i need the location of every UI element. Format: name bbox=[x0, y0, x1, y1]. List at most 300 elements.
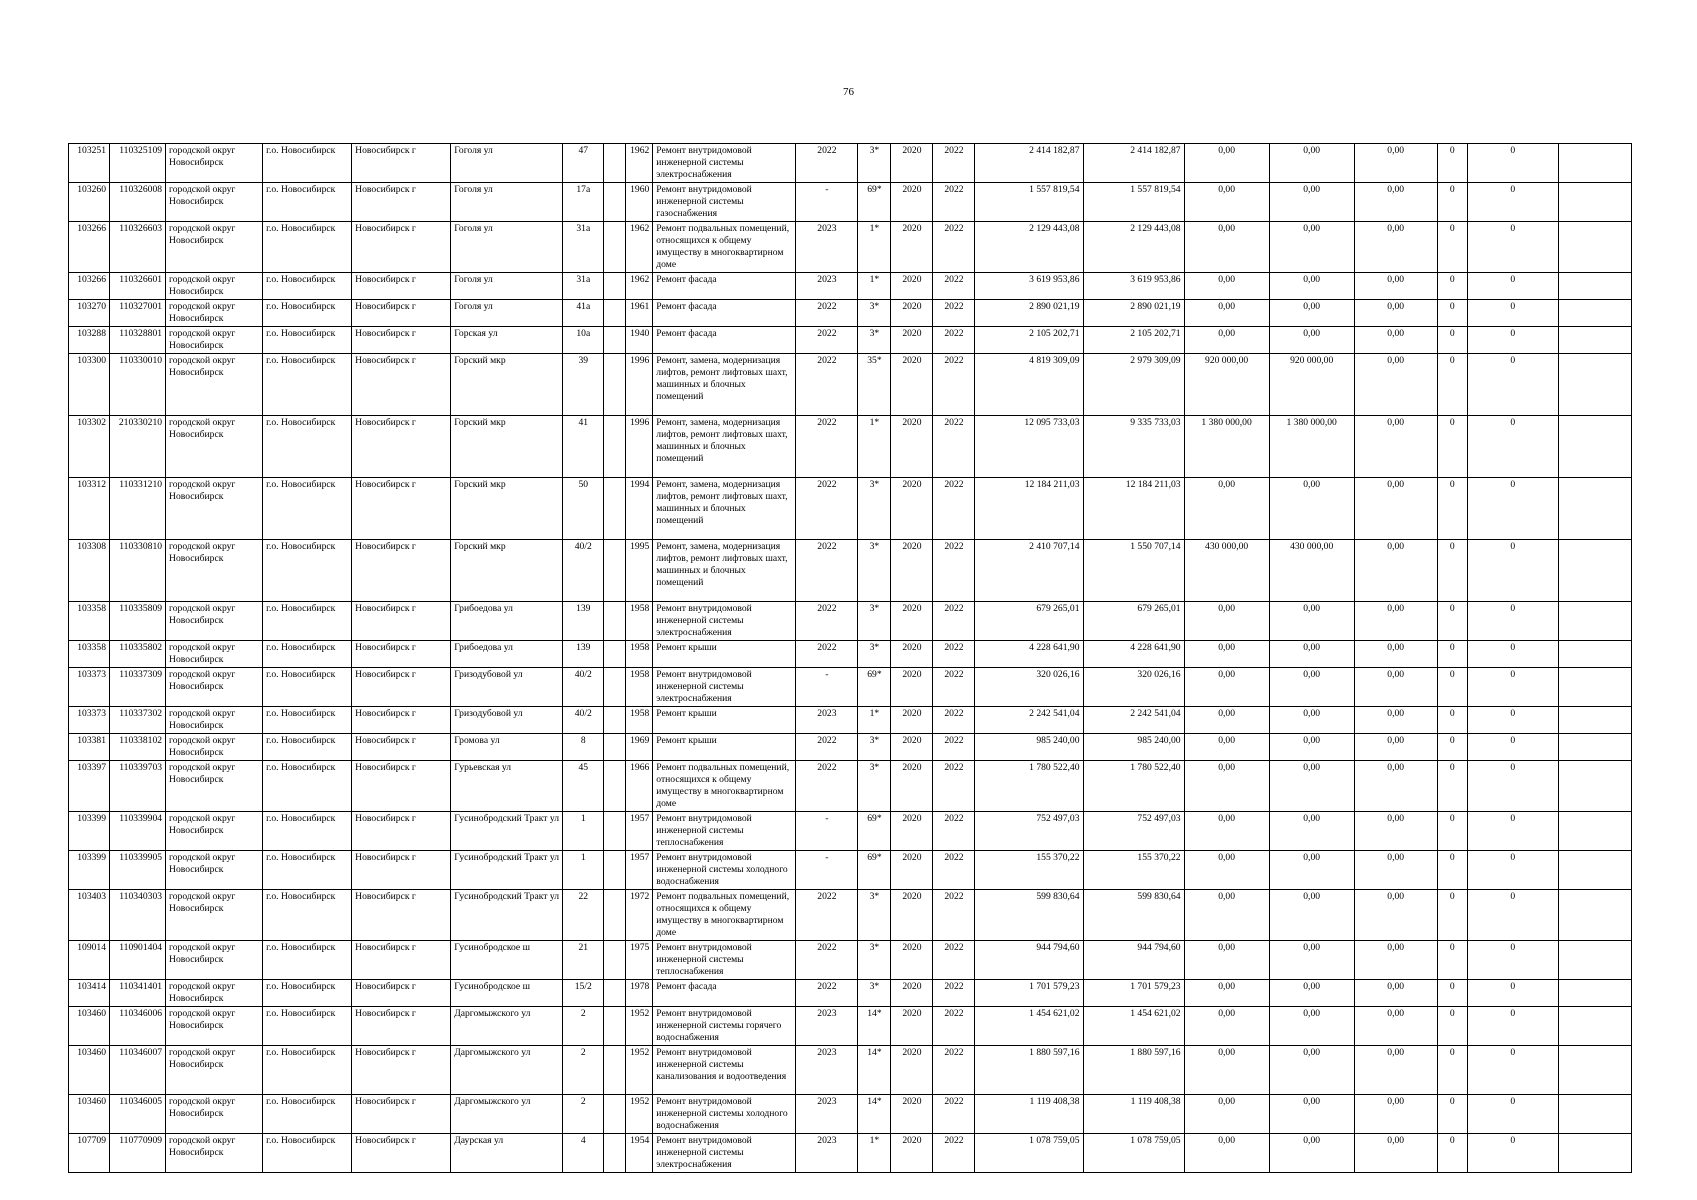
cell-plan-year: 2022 bbox=[796, 641, 858, 668]
cell-start-year: 2020 bbox=[891, 327, 933, 354]
cell-id: 103260 bbox=[69, 183, 110, 222]
cell-work-type: Ремонт фасада bbox=[653, 980, 796, 1007]
cell-budget-1: 0,00 bbox=[1184, 941, 1269, 980]
cell-plan-year: 2022 bbox=[796, 941, 858, 980]
cell-flag: 0 bbox=[1437, 540, 1467, 602]
cell-building bbox=[604, 761, 626, 812]
cell-city: Новосибирск г bbox=[352, 1134, 451, 1173]
cell-id: 103266 bbox=[69, 222, 110, 273]
cell-note bbox=[1558, 354, 1631, 416]
table-row bbox=[69, 273, 1632, 300]
cell-work-type: Ремонт фасада bbox=[653, 300, 796, 327]
cell-house: 4 bbox=[563, 1134, 604, 1173]
cell-flag: 0 bbox=[1437, 707, 1467, 734]
cell-fund-cost: 9 335 733,03 bbox=[1083, 416, 1184, 478]
cell-end-year: 2022 bbox=[933, 478, 975, 540]
cell-street: Громова ул bbox=[451, 734, 563, 761]
cell-fund-cost: 1 880 597,16 bbox=[1083, 1046, 1184, 1095]
cell-note bbox=[1558, 734, 1631, 761]
cell-count: 0 bbox=[1467, 1134, 1558, 1173]
cell-start-year: 2020 bbox=[891, 416, 933, 478]
cell-work-type: Ремонт крыши bbox=[653, 707, 796, 734]
cell-budget-3: 0,00 bbox=[1354, 416, 1437, 478]
cell-code: 110770909 bbox=[110, 1134, 166, 1173]
cell-city: Новосибирск г bbox=[352, 273, 451, 300]
cell-budget-2: 0,00 bbox=[1269, 300, 1354, 327]
cell-budget-2: 0,00 bbox=[1269, 327, 1354, 354]
table-row bbox=[69, 761, 1632, 812]
cell-id: 103399 bbox=[69, 812, 110, 851]
cell-flag: 0 bbox=[1437, 761, 1467, 812]
cell-total-cost: 320 026,16 bbox=[975, 668, 1083, 707]
cell-start-year: 2020 bbox=[891, 941, 933, 980]
cell-end-year: 2022 bbox=[933, 980, 975, 1007]
cell-municipal-district: г.о. Новосибирск bbox=[263, 641, 352, 668]
cell-city: Новосибирск г bbox=[352, 602, 451, 641]
cell-budget-2: 0,00 bbox=[1269, 890, 1354, 941]
cell-plan-year: 2022 bbox=[796, 602, 858, 641]
cell-reason: 1* bbox=[858, 707, 891, 734]
cell-end-year: 2022 bbox=[933, 1134, 975, 1173]
cell-count: 0 bbox=[1467, 478, 1558, 540]
cell-building bbox=[604, 812, 626, 851]
cell-reason: 69* bbox=[858, 812, 891, 851]
cell-total-cost: 1 880 597,16 bbox=[975, 1046, 1083, 1095]
cell-end-year: 2022 bbox=[933, 1007, 975, 1046]
cell-year-built: 1962 bbox=[626, 144, 653, 183]
cell-budget-3: 0,00 bbox=[1354, 354, 1437, 416]
cell-fund-cost: 320 026,16 bbox=[1083, 668, 1184, 707]
cell-reason: 14* bbox=[858, 1007, 891, 1046]
cell-count: 0 bbox=[1467, 1007, 1558, 1046]
cell-budget-3: 0,00 bbox=[1354, 300, 1437, 327]
cell-code: 110335802 bbox=[110, 641, 166, 668]
cell-note bbox=[1558, 183, 1631, 222]
cell-budget-2: 0,00 bbox=[1269, 1007, 1354, 1046]
cell-total-cost: 2 105 202,71 bbox=[975, 327, 1083, 354]
cell-id: 103312 bbox=[69, 478, 110, 540]
cell-year-built: 1940 bbox=[626, 327, 653, 354]
cell-budget-1: 0,00 bbox=[1184, 144, 1269, 183]
cell-building bbox=[604, 1095, 626, 1134]
cell-note bbox=[1558, 1046, 1631, 1095]
cell-flag: 0 bbox=[1437, 478, 1467, 540]
cell-id: 103403 bbox=[69, 890, 110, 941]
cell-plan-year: 2023 bbox=[796, 1134, 858, 1173]
cell-note bbox=[1558, 144, 1631, 183]
cell-flag: 0 bbox=[1437, 327, 1467, 354]
cell-city: Новосибирск г bbox=[352, 300, 451, 327]
cell-id: 103266 bbox=[69, 273, 110, 300]
cell-work-type: Ремонт фасада bbox=[653, 273, 796, 300]
cell-fund-cost: 1 078 759,05 bbox=[1083, 1134, 1184, 1173]
cell-reason: 69* bbox=[858, 851, 891, 890]
cell-code: 110346005 bbox=[110, 1095, 166, 1134]
cell-municipality: городской округ Новосибирск bbox=[166, 851, 263, 890]
cell-start-year: 2020 bbox=[891, 641, 933, 668]
cell-count: 0 bbox=[1467, 300, 1558, 327]
cell-budget-2: 0,00 bbox=[1269, 273, 1354, 300]
cell-street: Горский мкр bbox=[451, 478, 563, 540]
cell-house: 2 bbox=[563, 1046, 604, 1095]
cell-code: 110341401 bbox=[110, 980, 166, 1007]
cell-city: Новосибирск г bbox=[352, 144, 451, 183]
cell-total-cost: 1 780 522,40 bbox=[975, 761, 1083, 812]
cell-reason: 14* bbox=[858, 1046, 891, 1095]
cell-work-type: Ремонт крыши bbox=[653, 641, 796, 668]
cell-count: 0 bbox=[1467, 602, 1558, 641]
cell-year-built: 1958 bbox=[626, 602, 653, 641]
cell-municipal-district: г.о. Новосибирск bbox=[263, 327, 352, 354]
cell-municipality: городской округ Новосибирск bbox=[166, 183, 263, 222]
cell-building bbox=[604, 540, 626, 602]
cell-start-year: 2020 bbox=[891, 300, 933, 327]
cell-budget-1: 0,00 bbox=[1184, 761, 1269, 812]
cell-flag: 0 bbox=[1437, 890, 1467, 941]
cell-municipal-district: г.о. Новосибирск bbox=[263, 602, 352, 641]
cell-note bbox=[1558, 540, 1631, 602]
cell-total-cost: 599 830,64 bbox=[975, 890, 1083, 941]
cell-start-year: 2020 bbox=[891, 273, 933, 300]
cell-year-built: 1995 bbox=[626, 540, 653, 602]
cell-total-cost: 1 557 819,54 bbox=[975, 183, 1083, 222]
cell-id: 107709 bbox=[69, 1134, 110, 1173]
cell-code: 110338102 bbox=[110, 734, 166, 761]
cell-id: 103358 bbox=[69, 602, 110, 641]
cell-municipality: городской округ Новосибирск bbox=[166, 707, 263, 734]
table-row bbox=[69, 602, 1632, 641]
cell-building bbox=[604, 183, 626, 222]
cell-budget-3: 0,00 bbox=[1354, 602, 1437, 641]
cell-street: Гоголя ул bbox=[451, 300, 563, 327]
cell-building bbox=[604, 144, 626, 183]
cell-code: 110340303 bbox=[110, 890, 166, 941]
cell-house: 41а bbox=[563, 300, 604, 327]
cell-count: 0 bbox=[1467, 668, 1558, 707]
cell-work-type: Ремонт подвальных помещений, относящихся к общему имуществу в многоквартирном доме bbox=[653, 890, 796, 941]
cell-flag: 0 bbox=[1437, 144, 1467, 183]
cell-start-year: 2020 bbox=[891, 602, 933, 641]
table-row bbox=[69, 812, 1632, 851]
cell-street: Даргомыжского ул bbox=[451, 1046, 563, 1095]
cell-id: 103251 bbox=[69, 144, 110, 183]
cell-count: 0 bbox=[1467, 761, 1558, 812]
cell-end-year: 2022 bbox=[933, 540, 975, 602]
cell-budget-3: 0,00 bbox=[1354, 812, 1437, 851]
cell-start-year: 2020 bbox=[891, 1007, 933, 1046]
cell-flag: 0 bbox=[1437, 1007, 1467, 1046]
cell-budget-3: 0,00 bbox=[1354, 273, 1437, 300]
cell-end-year: 2022 bbox=[933, 416, 975, 478]
cell-budget-2: 0,00 bbox=[1269, 641, 1354, 668]
table-row bbox=[69, 734, 1632, 761]
cell-end-year: 2022 bbox=[933, 890, 975, 941]
cell-start-year: 2020 bbox=[891, 144, 933, 183]
cell-id: 103381 bbox=[69, 734, 110, 761]
cell-end-year: 2022 bbox=[933, 641, 975, 668]
cell-work-type: Ремонт внутридомовой инженерной системы электроснабжения bbox=[653, 668, 796, 707]
cell-municipal-district: г.о. Новосибирск bbox=[263, 183, 352, 222]
cell-note bbox=[1558, 602, 1631, 641]
cell-budget-3: 0,00 bbox=[1354, 1046, 1437, 1095]
table-row bbox=[69, 540, 1632, 602]
cell-municipality: городской округ Новосибирск bbox=[166, 1095, 263, 1134]
cell-budget-3: 0,00 bbox=[1354, 761, 1437, 812]
cell-note bbox=[1558, 641, 1631, 668]
cell-start-year: 2020 bbox=[891, 668, 933, 707]
cell-total-cost: 679 265,01 bbox=[975, 602, 1083, 641]
cell-municipal-district: г.о. Новосибирск bbox=[263, 668, 352, 707]
cell-end-year: 2022 bbox=[933, 300, 975, 327]
cell-street: Гусинобродское ш bbox=[451, 941, 563, 980]
cell-id: 103414 bbox=[69, 980, 110, 1007]
cell-budget-2: 0,00 bbox=[1269, 812, 1354, 851]
cell-note bbox=[1558, 707, 1631, 734]
cell-total-cost: 1 119 408,38 bbox=[975, 1095, 1083, 1134]
cell-work-type: Ремонт крыши bbox=[653, 734, 796, 761]
cell-budget-1: 0,00 bbox=[1184, 707, 1269, 734]
cell-start-year: 2020 bbox=[891, 812, 933, 851]
cell-budget-1: 0,00 bbox=[1184, 1046, 1269, 1095]
cell-end-year: 2022 bbox=[933, 734, 975, 761]
cell-flag: 0 bbox=[1437, 1134, 1467, 1173]
cell-building bbox=[604, 327, 626, 354]
cell-year-built: 1996 bbox=[626, 354, 653, 416]
cell-street: Грибоедова ул bbox=[451, 641, 563, 668]
cell-municipality: городской округ Новосибирск bbox=[166, 144, 263, 183]
cell-budget-2: 0,00 bbox=[1269, 144, 1354, 183]
cell-plan-year: 2022 bbox=[796, 416, 858, 478]
cell-municipality: городской округ Новосибирск bbox=[166, 641, 263, 668]
cell-house: 15/2 bbox=[563, 980, 604, 1007]
cell-flag: 0 bbox=[1437, 851, 1467, 890]
cell-fund-cost: 752 497,03 bbox=[1083, 812, 1184, 851]
cell-fund-cost: 4 228 641,90 bbox=[1083, 641, 1184, 668]
cell-plan-year: 2022 bbox=[796, 761, 858, 812]
cell-house: 2 bbox=[563, 1007, 604, 1046]
cell-reason: 3* bbox=[858, 478, 891, 540]
cell-budget-1: 0,00 bbox=[1184, 1007, 1269, 1046]
cell-budget-2: 0,00 bbox=[1269, 478, 1354, 540]
cell-budget-1: 0,00 bbox=[1184, 734, 1269, 761]
cell-budget-3: 0,00 bbox=[1354, 941, 1437, 980]
cell-count: 0 bbox=[1467, 1095, 1558, 1134]
cell-municipality: городской округ Новосибирск bbox=[166, 354, 263, 416]
cell-building bbox=[604, 478, 626, 540]
cell-fund-cost: 2 890 021,19 bbox=[1083, 300, 1184, 327]
cell-work-type: Ремонт, замена, модернизация лифтов, ремонт лифтовых шахт, машинных и блочных помещений bbox=[653, 416, 796, 478]
cell-budget-3: 0,00 bbox=[1354, 222, 1437, 273]
cell-budget-1: 0,00 bbox=[1184, 602, 1269, 641]
cell-municipality: городской округ Новосибирск bbox=[166, 416, 263, 478]
cell-building bbox=[604, 707, 626, 734]
cell-count: 0 bbox=[1467, 1046, 1558, 1095]
cell-flag: 0 bbox=[1437, 734, 1467, 761]
cell-note bbox=[1558, 668, 1631, 707]
cell-year-built: 1952 bbox=[626, 1007, 653, 1046]
cell-start-year: 2020 bbox=[891, 183, 933, 222]
cell-fund-cost: 1 550 707,14 bbox=[1083, 540, 1184, 602]
cell-year-built: 1952 bbox=[626, 1095, 653, 1134]
cell-budget-3: 0,00 bbox=[1354, 540, 1437, 602]
cell-municipal-district: г.о. Новосибирск bbox=[263, 1046, 352, 1095]
cell-work-type: Ремонт внутридомовой инженерной системы электроснабжения bbox=[653, 144, 796, 183]
cell-code: 110325109 bbox=[110, 144, 166, 183]
cell-fund-cost: 1 454 621,02 bbox=[1083, 1007, 1184, 1046]
cell-house: 45 bbox=[563, 761, 604, 812]
cell-code: 110330010 bbox=[110, 354, 166, 416]
cell-start-year: 2020 bbox=[891, 890, 933, 941]
cell-building bbox=[604, 641, 626, 668]
cell-work-type: Ремонт внутридомовой инженерной системы теплоснабжения bbox=[653, 941, 796, 980]
table-row bbox=[69, 1046, 1632, 1095]
cell-municipal-district: г.о. Новосибирск bbox=[263, 354, 352, 416]
cell-street: Гоголя ул bbox=[451, 273, 563, 300]
cell-house: 1 bbox=[563, 851, 604, 890]
cell-count: 0 bbox=[1467, 222, 1558, 273]
cell-count: 0 bbox=[1467, 641, 1558, 668]
cell-note bbox=[1558, 327, 1631, 354]
cell-municipality: городской округ Новосибирск bbox=[166, 890, 263, 941]
cell-street: Гоголя ул bbox=[451, 144, 563, 183]
cell-year-built: 1960 bbox=[626, 183, 653, 222]
cell-city: Новосибирск г bbox=[352, 851, 451, 890]
cell-id: 103373 bbox=[69, 707, 110, 734]
table-row bbox=[69, 941, 1632, 980]
cell-flag: 0 bbox=[1437, 641, 1467, 668]
cell-budget-3: 0,00 bbox=[1354, 327, 1437, 354]
cell-reason: 69* bbox=[858, 183, 891, 222]
cell-work-type: Ремонт внутридомовой инженерной системы газоснабжения bbox=[653, 183, 796, 222]
cell-municipality: городской округ Новосибирск bbox=[166, 300, 263, 327]
cell-start-year: 2020 bbox=[891, 222, 933, 273]
cell-house: 31а bbox=[563, 273, 604, 300]
cell-end-year: 2022 bbox=[933, 327, 975, 354]
cell-municipal-district: г.о. Новосибирск bbox=[263, 980, 352, 1007]
cell-id: 103270 bbox=[69, 300, 110, 327]
cell-flag: 0 bbox=[1437, 602, 1467, 641]
cell-year-built: 1962 bbox=[626, 222, 653, 273]
cell-code: 110327001 bbox=[110, 300, 166, 327]
cell-reason: 3* bbox=[858, 734, 891, 761]
cell-note bbox=[1558, 1007, 1631, 1046]
cell-count: 0 bbox=[1467, 273, 1558, 300]
cell-municipal-district: г.о. Новосибирск bbox=[263, 1134, 352, 1173]
cell-budget-1: 0,00 bbox=[1184, 327, 1269, 354]
cell-budget-3: 0,00 bbox=[1354, 183, 1437, 222]
cell-start-year: 2020 bbox=[891, 540, 933, 602]
cell-fund-cost: 599 830,64 bbox=[1083, 890, 1184, 941]
table-row bbox=[69, 668, 1632, 707]
table-row bbox=[69, 1134, 1632, 1173]
cell-city: Новосибирск г bbox=[352, 183, 451, 222]
cell-house: 39 bbox=[563, 354, 604, 416]
cell-reason: 3* bbox=[858, 300, 891, 327]
cell-street: Гусинобродский Тракт ул bbox=[451, 812, 563, 851]
cell-start-year: 2020 bbox=[891, 707, 933, 734]
cell-plan-year: 2023 bbox=[796, 1046, 858, 1095]
cell-budget-2: 920 000,00 bbox=[1269, 354, 1354, 416]
cell-budget-3: 0,00 bbox=[1354, 668, 1437, 707]
cell-house: 40/2 bbox=[563, 668, 604, 707]
cell-end-year: 2022 bbox=[933, 707, 975, 734]
cell-count: 0 bbox=[1467, 354, 1558, 416]
cell-flag: 0 bbox=[1437, 222, 1467, 273]
cell-plan-year: 2023 bbox=[796, 222, 858, 273]
cell-start-year: 2020 bbox=[891, 354, 933, 416]
cell-municipality: городской округ Новосибирск bbox=[166, 540, 263, 602]
cell-municipal-district: г.о. Новосибирск bbox=[263, 144, 352, 183]
cell-plan-year: 2022 bbox=[796, 144, 858, 183]
cell-building bbox=[604, 1134, 626, 1173]
cell-municipality: городской округ Новосибирск bbox=[166, 941, 263, 980]
cell-end-year: 2022 bbox=[933, 273, 975, 300]
cell-reason: 1* bbox=[858, 416, 891, 478]
cell-city: Новосибирск г bbox=[352, 478, 451, 540]
table-row bbox=[69, 300, 1632, 327]
cell-budget-2: 0,00 bbox=[1269, 761, 1354, 812]
cell-plan-year: 2022 bbox=[796, 327, 858, 354]
cell-building bbox=[604, 1046, 626, 1095]
cell-street: Даргомыжского ул bbox=[451, 1007, 563, 1046]
cell-building bbox=[604, 354, 626, 416]
page-number: 76 bbox=[843, 86, 854, 98]
cell-budget-1: 920 000,00 bbox=[1184, 354, 1269, 416]
cell-id: 103460 bbox=[69, 1007, 110, 1046]
cell-total-cost: 2 414 182,87 bbox=[975, 144, 1083, 183]
cell-municipal-district: г.о. Новосибирск bbox=[263, 1095, 352, 1134]
cell-id: 103397 bbox=[69, 761, 110, 812]
cell-fund-cost: 1 119 408,38 bbox=[1083, 1095, 1184, 1134]
cell-budget-1: 0,00 bbox=[1184, 273, 1269, 300]
cell-count: 0 bbox=[1467, 183, 1558, 222]
cell-budget-3: 0,00 bbox=[1354, 734, 1437, 761]
cell-note bbox=[1558, 761, 1631, 812]
cell-code: 110339703 bbox=[110, 761, 166, 812]
cell-fund-cost: 3 619 953,86 bbox=[1083, 273, 1184, 300]
cell-house: 21 bbox=[563, 941, 604, 980]
cell-note bbox=[1558, 980, 1631, 1007]
cell-count: 0 bbox=[1467, 812, 1558, 851]
cell-flag: 0 bbox=[1437, 941, 1467, 980]
cell-city: Новосибирск г bbox=[352, 941, 451, 980]
cell-house: 10а bbox=[563, 327, 604, 354]
cell-count: 0 bbox=[1467, 734, 1558, 761]
cell-municipal-district: г.о. Новосибирск bbox=[263, 300, 352, 327]
cell-end-year: 2022 bbox=[933, 851, 975, 890]
cell-street: Гусинобродское ш bbox=[451, 980, 563, 1007]
cell-total-cost: 1 454 621,02 bbox=[975, 1007, 1083, 1046]
cell-fund-cost: 2 129 443,08 bbox=[1083, 222, 1184, 273]
cell-work-type: Ремонт фасада bbox=[653, 327, 796, 354]
cell-municipal-district: г.о. Новосибирск bbox=[263, 416, 352, 478]
cell-end-year: 2022 bbox=[933, 602, 975, 641]
cell-plan-year: 2022 bbox=[796, 980, 858, 1007]
cell-note bbox=[1558, 1134, 1631, 1173]
cell-count: 0 bbox=[1467, 980, 1558, 1007]
cell-building bbox=[604, 734, 626, 761]
cell-budget-3: 0,00 bbox=[1354, 478, 1437, 540]
cell-year-built: 1978 bbox=[626, 980, 653, 1007]
cell-reason: 1* bbox=[858, 1134, 891, 1173]
cell-building bbox=[604, 273, 626, 300]
cell-code: 110326603 bbox=[110, 222, 166, 273]
cell-work-type: Ремонт подвальных помещений, относящихся к общему имуществу в многоквартирном доме bbox=[653, 222, 796, 273]
cell-id: 103373 bbox=[69, 668, 110, 707]
cell-code: 110326008 bbox=[110, 183, 166, 222]
cell-start-year: 2020 bbox=[891, 478, 933, 540]
cell-city: Новосибирск г bbox=[352, 890, 451, 941]
